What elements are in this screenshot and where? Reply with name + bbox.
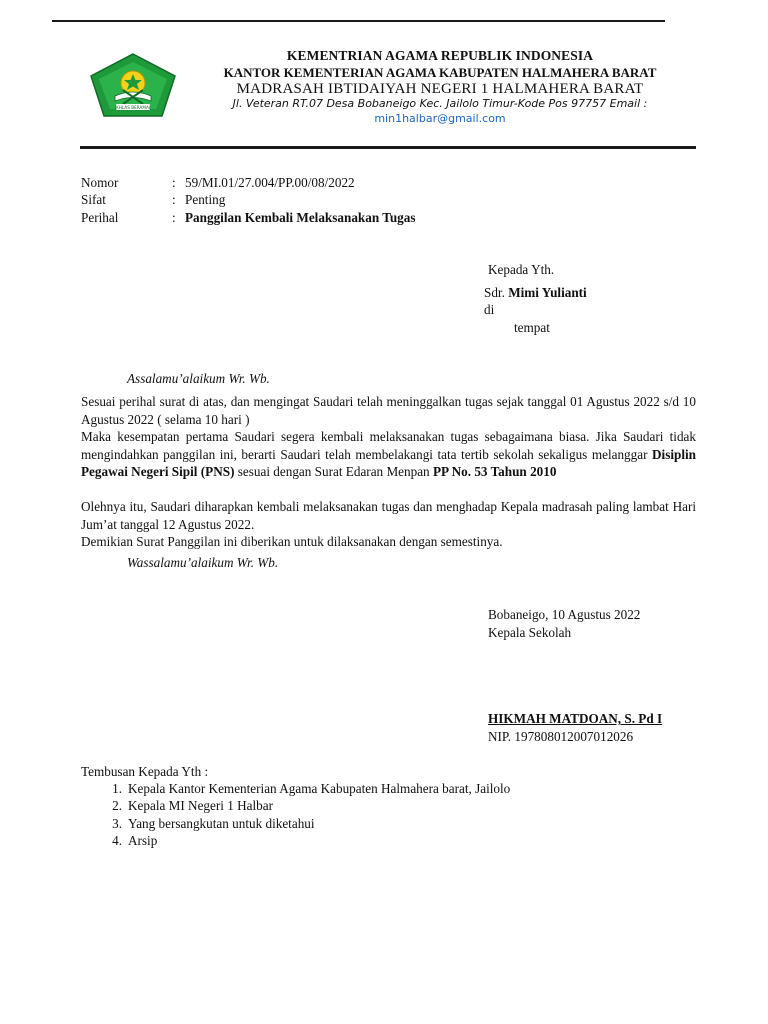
perihal-colon: : <box>172 210 176 225</box>
closing-greeting: Wassalamu’alaikum Wr. Wb. <box>127 555 279 570</box>
header-address: Jl. Veteran RT.07 Desa Bobaneigo Kec. Jailolo Timur-Kode Pos 97757 Email : <box>232 97 648 110</box>
header-rule <box>80 146 696 149</box>
signature-name: HIKMAH MATDOAN, S. Pd I <box>488 711 663 726</box>
greeting: Assalamu’alaikum Wr. Wb. <box>127 371 270 386</box>
tembusan-item-4: Arsip <box>128 833 158 848</box>
body-paragraph-3: Olehnya itu, Saudari diharapkan kembali melaksanakan tugas dan menghadap Kepala madrasah paling lambat Hari Jum’at tanggal 12 Agustus 2022. <box>81 499 696 532</box>
nomor-colon: : <box>172 175 176 190</box>
header-office: KANTOR KEMENTERIAN AGAMA KABUPATEN HALMAHERA BARAT <box>223 65 657 80</box>
perihal-value: Panggilan Kembali Melaksanakan Tugas <box>185 210 416 225</box>
header-school: MADRASAH IBTIDAIYAH NEGERI 1 HALMAHERA BARAT <box>236 81 644 97</box>
recipient-line <box>484 284 587 302</box>
sifat-label: Sifat <box>81 192 106 207</box>
recipient-name: Mimi Yulianti <box>508 285 587 300</box>
tembusan-item-2: Kepala MI Negeri 1 Halbar <box>128 798 273 813</box>
recipient-kepada: Kepada Yth. <box>488 262 555 277</box>
body-paragraph-2 <box>81 428 696 481</box>
tembusan-item-3: Yang bersangkutan untuk diketahui <box>128 816 315 831</box>
body-paragraph-1: Sesuai perihal surat di atas, dan mengingat Saudari telah meninggalkan tugas sejak tanggal 01 Agustus 2022 s/d 10 Agustus 2022 ( selama 10 hari ) <box>81 394 696 427</box>
header-email[interactable]: min1halbar@gmail.com <box>374 112 506 125</box>
sifat-value: Penting <box>185 192 226 207</box>
nomor-value: 59/MI.01/27.004/PP.00/08/2022 <box>185 175 355 190</box>
kemenag-logo-icon <box>88 52 178 118</box>
signature-place-date: Bobaneigo, 10 Agustus 2022 <box>488 607 641 622</box>
tembusan-item-2-num: 2. <box>112 798 122 813</box>
tembusan-item-3-num: 3. <box>112 816 122 831</box>
perihal-label: Perihal <box>81 210 119 225</box>
body-paragraph-2-pp: PP No. 53 Tahun 2010 <box>432 464 557 479</box>
signature-nip: NIP. 197808012007012026 <box>488 729 634 744</box>
tembusan-item-1-num: 1. <box>112 781 122 796</box>
tembusan-item-1: Kepala Kantor Kementerian Agama Kabupaten Halmahera barat, Jailolo <box>128 781 511 796</box>
recipient-di: di <box>484 302 495 317</box>
top-rule <box>52 20 665 22</box>
body-paragraph-2-pns: Disiplin Pegawai Negeri Sipil (PNS) <box>81 446 696 479</box>
signature-position: Kepala Sekolah <box>488 625 572 640</box>
nomor-label: Nomor <box>81 175 119 190</box>
sifat-colon: : <box>172 192 176 207</box>
body-paragraph-4: Demikian Surat Panggilan ini diberikan untuk dilaksanakan dengan semestinya. <box>81 534 503 549</box>
body-paragraph-2-mid: sesuai dengan Surat Edaran Menpan <box>237 464 430 479</box>
tembusan-item-4-num: 4. <box>112 833 122 848</box>
recipient-tempat: tempat <box>514 320 550 335</box>
header-ministry: KEMENTRIAN AGAMA REPUBLIK INDONESIA <box>286 48 594 63</box>
svg-text:IKHLAS BERAMAL: IKHLAS BERAMAL <box>114 105 152 110</box>
body-paragraph-2-text: Maka kesempatan pertama Saudari segera kembali melaksanakan tugas sebagaimana biasa. Jika Saudari tidak mengindahkan panggilan ini, berarti Saudari telah membelakangi tata tertib sekolah sekaligus melanggar <box>81 429 696 462</box>
recipient-sdr: Sdr. <box>484 285 505 300</box>
tembusan-title: Tembusan Kepada Yth : <box>81 764 209 779</box>
